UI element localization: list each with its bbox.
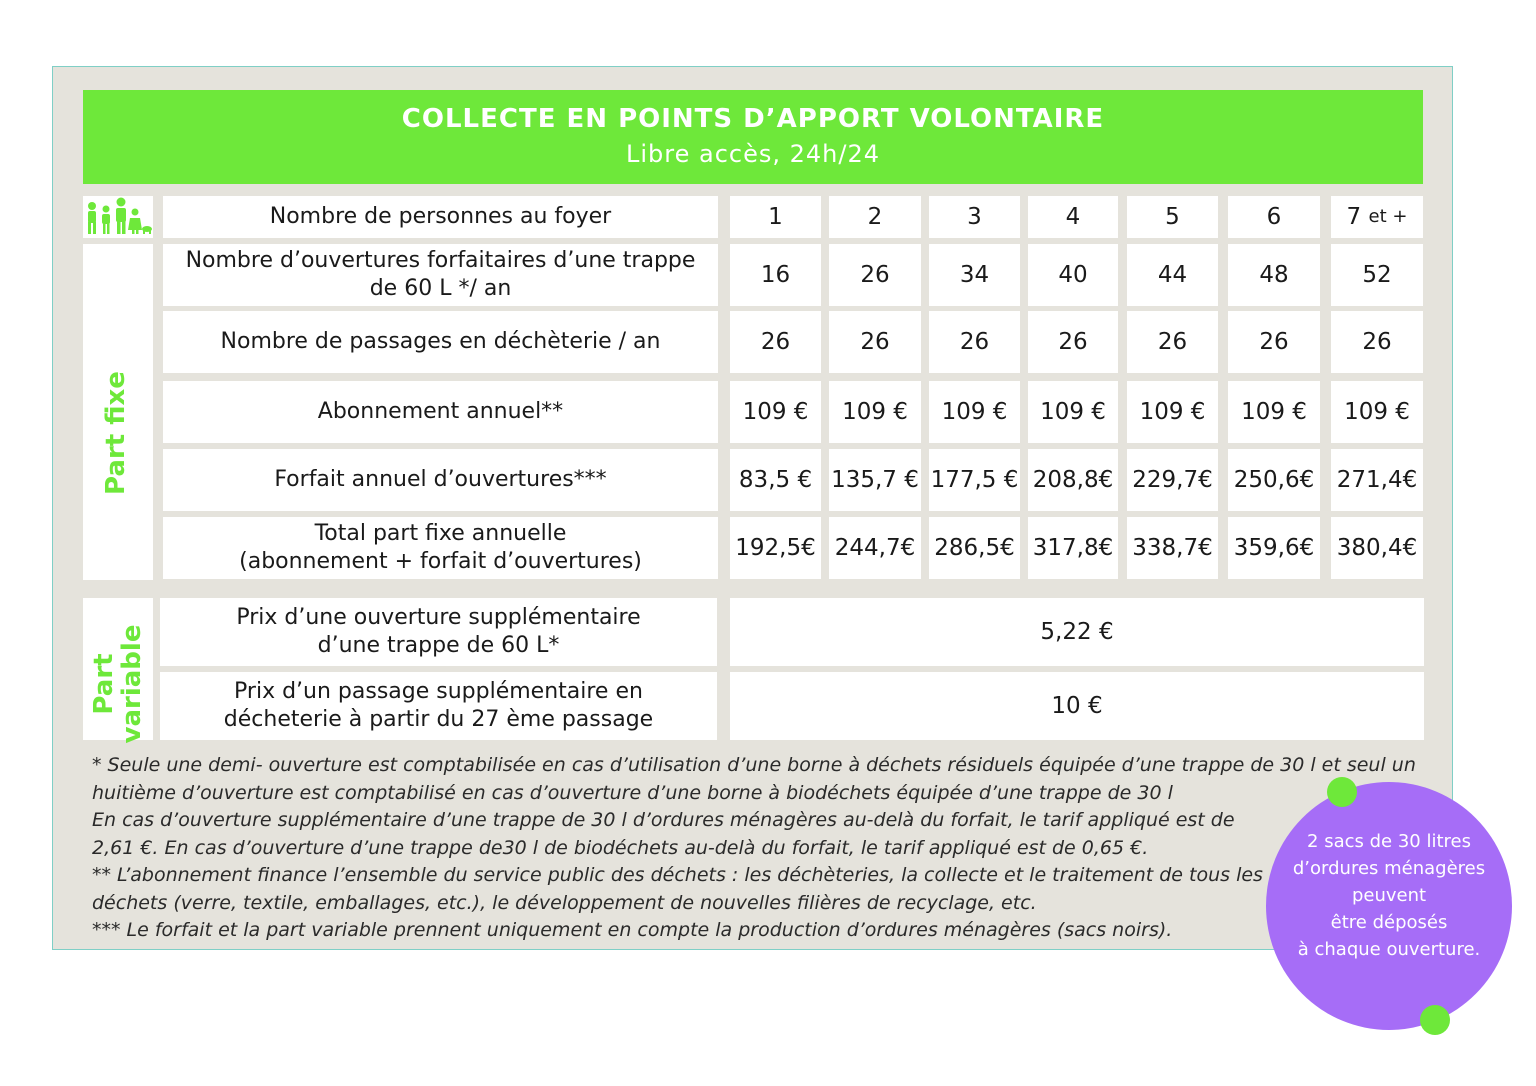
header-subtitle: Libre accès, 24h/24 [625, 140, 880, 168]
row-opening-count-label-l2: de 60 L */ an [369, 276, 512, 301]
footnote-line: 2,61 €. En cas d’ouverture d’une trappe de30 l de biodéchets au-delà du forfait, le tarif appliqué est de 0,65 €. [92, 836, 1149, 859]
var-row-passage-l1: Prix d’un passage supplémentaire en [234, 679, 643, 704]
bubble-dot-top [1327, 777, 1357, 807]
persons-7-num: 7 [1346, 204, 1362, 230]
footnote-line: En cas d’ouverture supplémentaire d’une trappe de 30 l d’ordures ménagères au-delà du forfait, le tarif appliqué est de [92, 809, 1235, 831]
bubble-line: 2 sacs de 30 litres [1307, 831, 1471, 852]
bubble-dot-bottom [1420, 1005, 1450, 1035]
row-annual-openings-value: 208,8€ [1028, 449, 1118, 511]
row-subscription-value: 109 € [1028, 381, 1118, 443]
row-subscription-value: 109 € [1331, 381, 1423, 443]
persons-4: 4 [1028, 196, 1118, 238]
row-subscription-value: 109 € [929, 381, 1020, 443]
var-row-opening-label [160, 598, 717, 666]
persons-2: 2 [829, 196, 921, 238]
row-subscription-value: 109 € [1127, 381, 1218, 443]
row-deposit-visits-label [163, 311, 718, 373]
row-opening-count-value: 34 [929, 244, 1020, 306]
row-deposit-visits-value: 26 [1127, 311, 1218, 373]
var-row-passage-label [160, 672, 717, 740]
footnote-line: * Seule une demi- ouverture est comptabilisée en cas d’utilisation d’une borne à déchets résiduels équipée d’une trappe de 30 l et seul un [92, 754, 1416, 776]
persons-label: Nombre de personnes au foyer [163, 196, 718, 238]
row-opening-count-value: 40 [1028, 244, 1118, 306]
footnote-line: ** L’abonnement finance l’ensemble du service public des déchets : les déchèteries, la collecte et le traitement de tous les [92, 864, 1263, 886]
persons-7-suffix: et + [1368, 206, 1408, 227]
row-opening-count-value: 26 [829, 244, 921, 306]
row-subscription-value: 109 € [1228, 381, 1320, 443]
row-deposit-visits-value: 26 [1228, 311, 1320, 373]
part-variable-line1: Part [89, 653, 119, 715]
row-subscription-label-l1: Abonnement annuel** [317, 399, 564, 424]
header-title: COLLECTE EN POINTS D’APPORT VOLONTAIRE [401, 104, 1105, 134]
bubble-line: à chaque ouverture. [1297, 939, 1481, 960]
row-subscription-value: 109 € [829, 381, 921, 443]
row-total-fixed-value: 338,7€ [1127, 517, 1218, 579]
row-total-fixed-label [163, 517, 718, 579]
info-bubble [1266, 782, 1512, 1030]
row-total-fixed-value: 380,4€ [1331, 517, 1423, 579]
row-deposit-visits-value: 26 [730, 311, 821, 373]
row-annual-openings-value: 229,7€ [1127, 449, 1218, 511]
persons-3: 3 [929, 196, 1020, 238]
part-fixe-label: Part fixe [101, 371, 131, 495]
row-total-fixed-value: 192,5€ [730, 517, 821, 579]
row-opening-count-value: 48 [1228, 244, 1320, 306]
part-variable-label [90, 624, 146, 744]
footnote-line: huitième d’ouverture est comptabilisé en cas d’ouverture d’une borne à biodéchets équipée d’une trappe de 30 l [92, 781, 1173, 804]
row-annual-openings-value: 250,6€ [1228, 449, 1320, 511]
row-annual-openings-label [163, 449, 718, 511]
row-deposit-visits-value: 26 [829, 311, 921, 373]
persons-7-plus [1331, 196, 1423, 238]
row-annual-openings-label-l1: Forfait annuel d’ouvertures*** [274, 467, 607, 492]
row-annual-openings-value: 83,5 € [730, 449, 821, 511]
row-annual-openings-value: 135,7 € [829, 449, 921, 511]
row-opening-count-value: 44 [1127, 244, 1218, 306]
bubble-line: d’ordures ménagères [1292, 858, 1486, 879]
row-annual-openings-value: 271,4€ [1331, 449, 1423, 511]
row-total-fixed-value: 244,7€ [829, 517, 921, 579]
row-deposit-visits-value: 26 [929, 311, 1020, 373]
row-deposit-visits-value: 26 [1331, 311, 1423, 373]
row-total-fixed-value: 359,6€ [1228, 517, 1320, 579]
row-deposit-visits-label-l1: Nombre de passages en déchèterie / an [220, 329, 661, 354]
row-opening-count-value: 16 [730, 244, 821, 306]
family-icon [83, 196, 153, 238]
var-row-passage-l2: décheterie à partir du 27 ème passage [223, 707, 654, 732]
row-subscription-value: 109 € [730, 381, 821, 443]
bubble-line: peuvent [1351, 885, 1427, 906]
var-row-opening-l2: d’une trappe de 60 L* [317, 633, 560, 658]
row-deposit-visits-value: 26 [1028, 311, 1118, 373]
row-total-fixed-label-l2: (abonnement + forfait d’ouvertures) [239, 549, 642, 574]
row-opening-count-label [163, 244, 718, 306]
row-subscription-label [163, 381, 718, 443]
bubble-line: être déposés [1330, 912, 1448, 933]
part-variable-line2: variable [117, 624, 147, 744]
var-row-opening-value: 5,22 € [730, 598, 1424, 666]
footnote-line: déchets (verre, textile, emballages, etc.), le développement de nouvelles filières de recyclage, etc. [92, 891, 1037, 914]
var-row-opening-l1: Prix d’une ouverture supplémentaire [236, 605, 641, 630]
persons-6: 6 [1228, 196, 1320, 238]
family-icon-cell [83, 196, 153, 238]
var-row-passage-value: 10 € [730, 672, 1424, 740]
row-total-fixed-value: 286,5€ [929, 517, 1020, 579]
persons-5: 5 [1127, 196, 1218, 238]
row-opening-count-label-l1: Nombre d’ouvertures forfaitaires d’une trappe [185, 248, 696, 273]
footnote-line: *** Le forfait et la part variable prennent uniquement en compte la production d’ordures ménagères (sacs noirs). [92, 919, 1173, 941]
footnotes [92, 752, 1416, 945]
header-banner [83, 90, 1423, 184]
row-total-fixed-label-l1: Total part fixe annuelle [314, 521, 567, 546]
row-total-fixed-value: 317,8€ [1028, 517, 1118, 579]
persons-1: 1 [730, 196, 821, 238]
row-opening-count-value: 52 [1331, 244, 1423, 306]
row-annual-openings-value: 177,5 € [929, 449, 1020, 511]
